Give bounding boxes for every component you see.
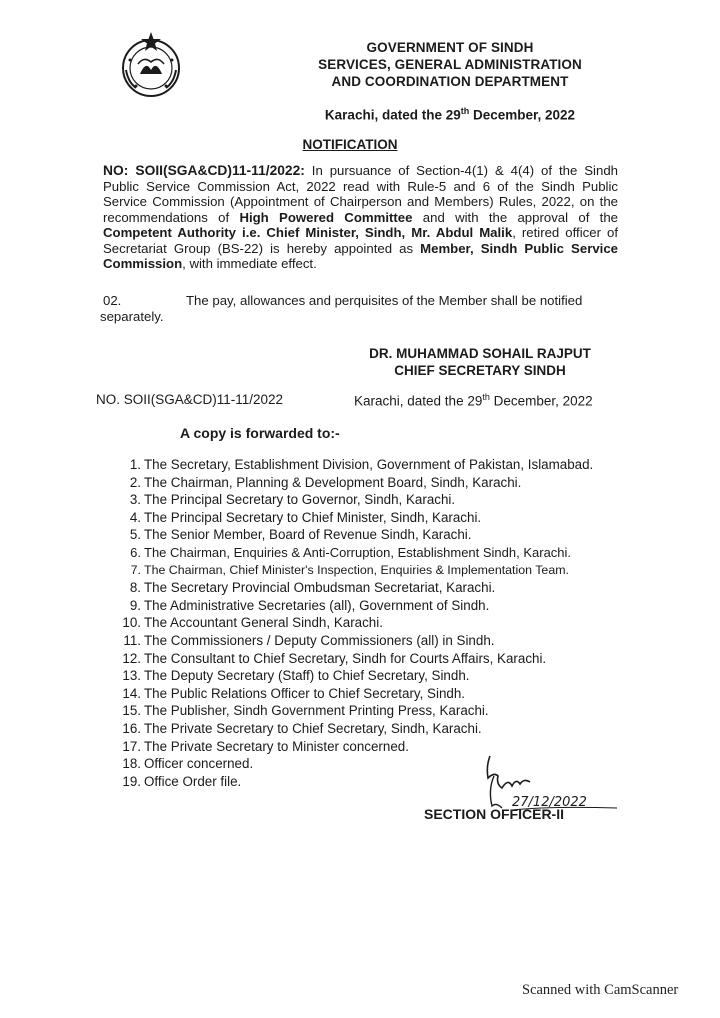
list-item <box>108 667 628 685</box>
body-text-2: and with the approval of the <box>412 209 618 225</box>
list-item <box>108 544 628 562</box>
notification-body <box>103 163 618 272</box>
list-item <box>108 579 628 597</box>
list-item-text: The Chairman, Chief Minister's Inspection, Enquiries & Implementation Team. <box>144 562 569 577</box>
body-text-3: , retired officer of Secretariat Group (BS-22) is hereby appointed as <box>103 225 618 256</box>
list-item-number: 9. <box>129 597 141 613</box>
ref-date-suffix: December, 2022 <box>489 393 593 409</box>
list-item-text: The Secretary, Establishment Division, Government of Pakistan, Islamabad. <box>144 457 594 472</box>
header-line-2: SERVICES, GENERAL ADMINISTRATION <box>318 57 582 72</box>
notification-title: NOTIFICATION <box>302 137 398 152</box>
list-item-number: 19. <box>122 773 141 789</box>
section-officer-label: SECTION OFFICER-II <box>424 806 564 822</box>
list-item <box>108 702 628 720</box>
list-item-text: The Publisher, Sindh Government Printing Press, Karachi. <box>144 703 489 719</box>
reference-number: NO. SOII(SGA&CD)11-11/2022 <box>96 392 284 407</box>
dateline <box>300 106 600 123</box>
list-item-number: 15. <box>122 703 141 719</box>
ref-date-sup: th <box>482 392 490 402</box>
list-item <box>108 685 628 703</box>
list-item-text: Officer concerned. <box>144 756 254 772</box>
list-item <box>108 456 628 474</box>
list-item-number: 7. <box>130 562 141 577</box>
list-item-text: The Accountant General Sindh, Karachi. <box>144 615 383 631</box>
list-item-number: 6. <box>130 544 141 560</box>
list-item-text: The Public Relations Officer to Chief Secretary, Sindh. <box>144 685 466 701</box>
list-item-number: 10. <box>122 615 141 631</box>
dateline-sup: th <box>460 106 470 116</box>
list-item-text: The Consultant to Chief Secretary, Sindh for Courts Affairs, Karachi. <box>144 650 547 666</box>
list-item <box>108 614 628 632</box>
list-item-number: 1. <box>129 457 141 472</box>
list-item-text: The Administrative Secretaries (all), Government of Sindh. <box>144 597 490 613</box>
list-item-number: 4. <box>129 509 141 525</box>
list-item-text: The Principal Secretary to Governor, Sindh, Karachi. <box>144 492 456 508</box>
copy-heading: A copy is forwarded to:- <box>180 425 340 441</box>
handwritten-date: 27/12/2022 <box>512 795 587 810</box>
list-item <box>108 562 628 580</box>
list-item-number: 5. <box>129 527 141 543</box>
para2-text: The pay, allowances and perquisites of the Member shall be notified <box>186 293 583 308</box>
list-item-text: The Chairman, Planning & Development Board, Sindh, Karachi. <box>144 474 522 490</box>
list-item-text: The Private Secretary to Minister concerned. <box>144 738 409 754</box>
para2-number: 02. <box>103 293 122 308</box>
list-item <box>108 650 628 668</box>
para2-tail: separately. <box>100 309 164 324</box>
list-item-text: The Commissioners / Deputy Commissioners (all) in Sindh. <box>144 632 495 648</box>
ref-date-prefix: Karachi, dated the 29 <box>354 393 483 409</box>
list-item <box>108 597 628 615</box>
list-item-number: 2. <box>129 474 141 490</box>
list-item-number: 13. <box>122 668 141 684</box>
list-item <box>108 474 628 492</box>
list-item-text: Office Order file. <box>144 773 242 789</box>
signatory-name: DR. MUHAMMAD SOHAIL RAJPUT <box>369 346 591 361</box>
list-item-number: 16. <box>122 720 141 736</box>
list-item <box>108 526 628 544</box>
list-item-text: The Deputy Secretary (Staff) to Chief Secretary, Sindh. <box>144 668 470 684</box>
list-item <box>108 509 628 527</box>
signatory-title: CHIEF SECRETARY SINDH <box>394 363 566 378</box>
dateline-suffix: December, 2022 <box>469 107 576 123</box>
list-item-number: 12. <box>122 650 141 666</box>
list-item-text: The Principal Secretary to Chief Minister, Sindh, Karachi. <box>144 509 482 525</box>
list-item <box>108 632 628 650</box>
reference-date <box>354 392 593 409</box>
dateline-prefix: Karachi, dated the 29 <box>324 107 461 123</box>
list-item <box>108 491 628 509</box>
body-bold-2: Competent Authority i.e. Chief Minister, Sindh, Mr. Abdul Malik <box>103 225 513 240</box>
list-item-number: 17. <box>122 738 141 754</box>
list-item-text: The Chairman, Enquiries & Anti-Corruption, Establishment Sindh, Karachi. <box>144 544 572 560</box>
copy-list <box>108 456 628 790</box>
header-line-3: AND COORDINATION DEPARTMENT <box>331 74 569 89</box>
list-item-text: The Secretary Provincial Ombudsman Secretariat, Karachi. <box>144 580 496 596</box>
list-item-number: 18. <box>122 756 141 772</box>
list-item-number: 14. <box>122 685 141 701</box>
header-line-1: GOVERNMENT OF SINDH <box>366 40 534 55</box>
body-bold-3: Member, Sindh Public Service Commission <box>103 240 618 271</box>
list-item-text: The Private Secretary to Chief Secretary, Sindh, Karachi. <box>144 720 482 736</box>
list-item-text: The Senior Member, Board of Revenue Sindh, Karachi. <box>144 527 472 543</box>
list-item-number: 3. <box>129 492 141 508</box>
scanner-watermark: Scanned with CamScanner <box>522 982 679 998</box>
sindh-government-seal-icon <box>116 30 186 100</box>
list-item-number: 8. <box>129 580 141 596</box>
notification-number: NO: SOII(SGA&CD)11-11/2022: <box>103 163 305 178</box>
body-text-4: , with immediate effect. <box>182 256 317 271</box>
list-item <box>108 720 628 738</box>
list-item-number: 11. <box>123 632 141 648</box>
body-bold-1: High Powered Committee <box>239 209 413 225</box>
body-text-1: In pursuance of Section-4(1) & 4(4) of the Sindh Public Service Commission Act, 2022 read with Rule-5 and 6 of the Sindh Public Service Commission (Appointment of Chairperson and Members) Rules, 2022, on the recommendations of <box>103 163 618 225</box>
